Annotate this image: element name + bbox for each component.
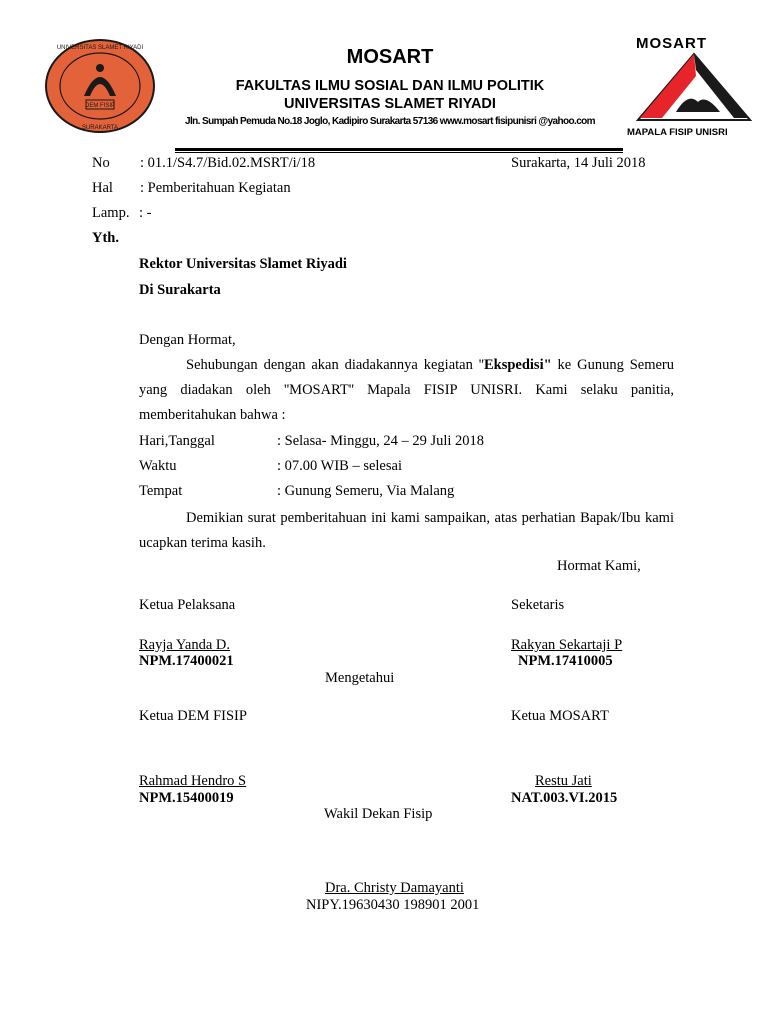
detail-label-time: Waktu bbox=[139, 458, 177, 474]
header-address: Jln. Sumpah Pemuda No.18 Joglo, Kadipiro Surakarta 57136 www.mosart fisipunisri @yahoo.com bbox=[185, 116, 595, 127]
header-university: UNIVERSITAS SLAMET RIYADI bbox=[284, 96, 496, 112]
intro-paragraph bbox=[139, 353, 674, 428]
ketua-mosart-nat: NAT.003.VI.2015 bbox=[511, 790, 618, 806]
sekretaris-title: Seketaris bbox=[511, 597, 565, 613]
wakil-dekan-name: Dra. Christy Damayanti bbox=[325, 880, 464, 896]
ketua-pelaksana-npm: NPM.17400021 bbox=[139, 653, 234, 669]
hal-value: : Pemberitahuan Kegiatan bbox=[140, 180, 291, 196]
detail-value-place: : Gunung Semeru, Via Malang bbox=[277, 483, 455, 499]
detail-value-date: : Selasa- Minggu, 24 – 29 Juli 2018 bbox=[277, 433, 485, 449]
mosart-logo-caption: MAPALA FISIP UNISRI bbox=[627, 127, 728, 138]
ketua-mosart-title: Ketua MOSART bbox=[511, 708, 609, 724]
mosart-logo-name: MOSART bbox=[636, 35, 707, 52]
intro-bold: Ekspedisi" bbox=[483, 357, 552, 373]
ketua-pelaksana-title: Ketua Pelaksana bbox=[139, 597, 236, 613]
ketua-mosart-name: Restu Jati bbox=[535, 773, 592, 789]
ketua-pelaksana-name: Rayja Yanda D. bbox=[139, 637, 231, 653]
yth-label: Yth. bbox=[92, 230, 119, 246]
wakil-dekan-nipy: NIPY.19630430 198901 2001 bbox=[306, 897, 480, 913]
mosart-mountain-logo bbox=[636, 52, 752, 122]
seal-text-bottom: SURAKARTA bbox=[81, 125, 119, 131]
lamp-label: Lamp. bbox=[92, 205, 130, 221]
sekretaris-name: Rakyan Sekartaji P bbox=[511, 637, 623, 653]
detail-label-place: Tempat bbox=[139, 483, 183, 499]
seal-text-top: UNIVERSITAS SLAMET RIYADI bbox=[56, 45, 144, 51]
hal-label: Hal bbox=[92, 180, 113, 196]
header-rule-thick bbox=[175, 148, 623, 151]
header-title: MOSART bbox=[346, 46, 434, 68]
intro-before: Sehubungan dengan akan diadakannya kegiatan '' bbox=[186, 357, 484, 373]
detail-label-date: Hari,Tanggal bbox=[139, 433, 215, 449]
no-value: : 01.1/S4.7/Bid.02.MSRT/i/18 bbox=[140, 155, 316, 171]
place-date: Surakarta, 14 Juli 2018 bbox=[511, 155, 646, 171]
ketua-dem-npm: NPM.15400019 bbox=[139, 790, 234, 806]
hormat-kami: Hormat Kami, bbox=[557, 558, 641, 574]
closing-paragraph: Demikian surat pemberitahuan ini kami sampaikan, atas perhatian Bapak/Ibu kami ucapkan terima kasih. bbox=[139, 510, 674, 551]
ketua-dem-name: Rahmad Hendro S bbox=[139, 773, 247, 789]
intro-after: ke Gunung Semeru yang diadakan oleh ''MOSART'' Mapala FISIP UNISRI. Kami selaku panitia, memberitahukan bahwa : bbox=[139, 357, 674, 423]
sekretaris-npm: NPM.17410005 bbox=[518, 653, 613, 669]
detail-value-time: : 07.00 WIB – selesai bbox=[277, 458, 402, 474]
mengetahui-label: Mengetahui bbox=[325, 670, 395, 686]
seal-label: DEM FISIP bbox=[84, 103, 116, 109]
wakil-dekan-title: Wakil Dekan Fisip bbox=[324, 806, 433, 822]
greeting: Dengan Hormat, bbox=[139, 332, 236, 348]
no-label: No bbox=[92, 155, 110, 171]
ketua-dem-title: Ketua DEM FISIP bbox=[139, 708, 247, 724]
university-seal-logo bbox=[44, 38, 156, 134]
header-faculty: FAKULTAS ILMU SOSIAL DAN ILMU POLITIK bbox=[235, 78, 545, 94]
recipient-line1: Rektor Universitas Slamet Riyadi bbox=[139, 256, 347, 272]
header-rule-thin bbox=[175, 152, 623, 153]
lamp-value: : - bbox=[139, 205, 152, 221]
recipient-line2: Di Surakarta bbox=[139, 282, 221, 298]
